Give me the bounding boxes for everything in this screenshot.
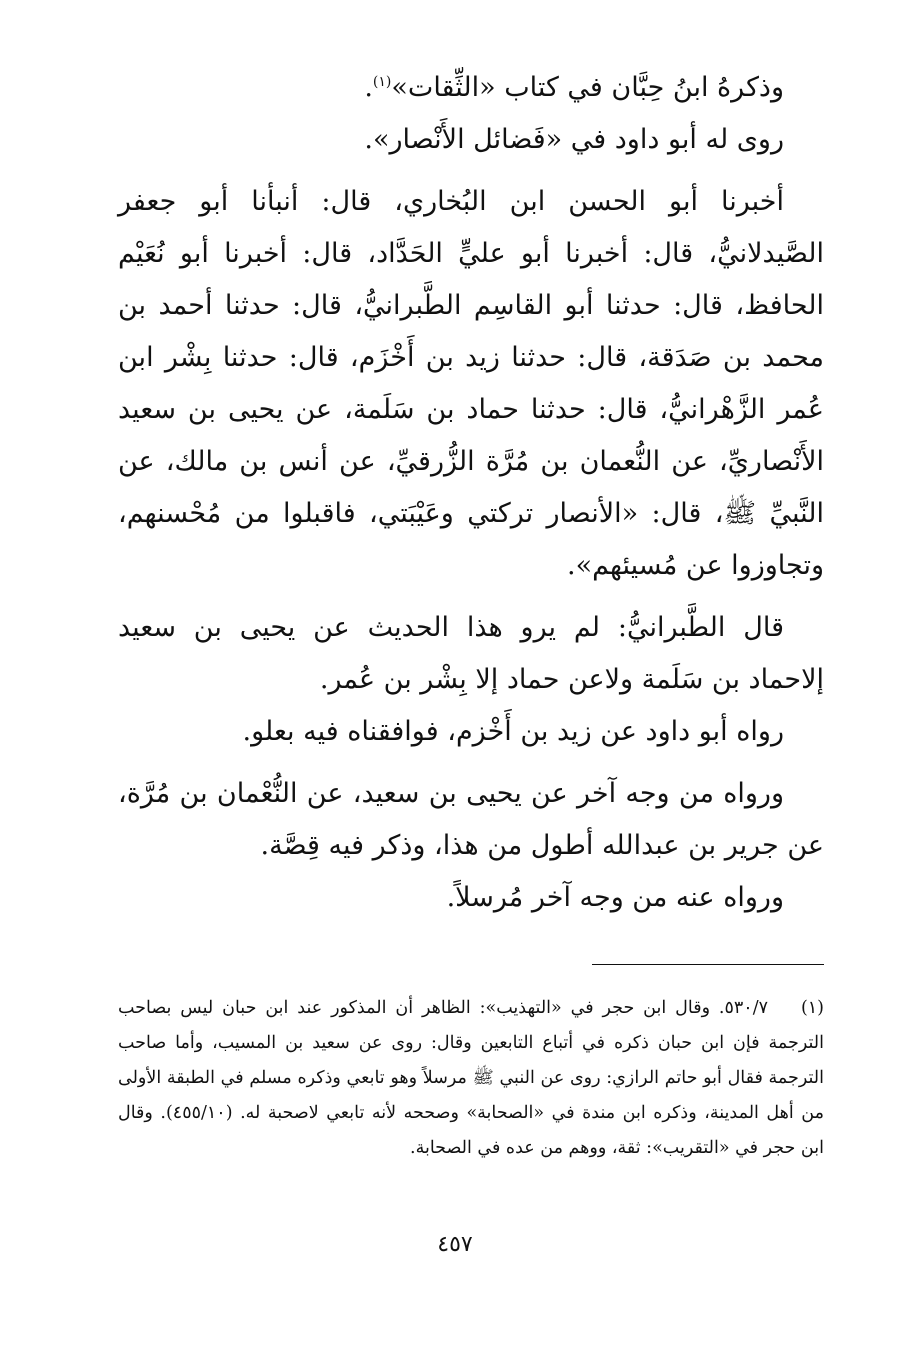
- paragraph-7: ورواه عنه من وجه آخر مُرسلاً.: [446, 882, 784, 913]
- paragraph-4: قال الطَّبرانيُّ: لم يرو هذا الحديث عن يحيى بن سعيد إلاحماد بن سَلَمة ولاعن حماد إلا بِشْر بن عُمر.: [118, 612, 824, 695]
- footnote-text: ٥٣٠/٧. وقال ابن حجر في «التهذيب»: الظاهر أن المذكور عند ابن حبان ليس بصاحب الترجمة فإن ابن حبان ذكره في أتباع التابعين وقال: روى عن سعيد بن المسيب، وأما صاحب الترجمة فقال أبو حاتم الرازي: روى عن النبي ﷺ مرسلاً وهو تابعي وذكره مسلم في الطبقة الأولى من أهل المدينة، وذكره ابن مندة في «الصحابة» وصححه لأنه تابعي لاصحبة له. (٤٥٥/١٠). وقال ابن حجر في «التقريب»: ثقة، ووهم من عده في الصحابة.: [118, 998, 824, 1158]
- paragraph-2: روى له أبو داود في «فَضائل الأَنْصار».: [364, 124, 784, 155]
- main-text: [118, 62, 824, 924]
- paragraph-3: أخبرنا أبو الحسن ابن البُخاري، قال: أنبأنا أبو جعفر الصَّيدلانيُّ، قال: أخبرنا أبو عليٍّ الحَدَّاد، قال: أخبرنا أبو نُعَيْم الحافظ، قال: حدثنا أبو القاسِم الطَّبرانيُّ، قال: حدثنا أحمد بن محمد بن صَدَقة، قال: حدثنا زيد بن أَخْزَم، قال: حدثنا بِشْر ابن عُمر الزَّهْرانيُّ، قال: حدثنا حماد بن سَلَمة، عن يحيى بن سعيد الأَنْصاريِّ، عن النُّعمان بن مُرَّة الزُّرقيِّ، عن أنس بن مالك، عن النَّبيِّ ﷺ، قال: «الأنصار تركتي وعَيْبَتي، فاقبلوا من مُحْسنهم، وتجاوزوا عن مُسيئهم».: [118, 186, 824, 581]
- footnote-1: [118, 991, 824, 1166]
- page-body: [118, 62, 824, 1166]
- footnote-number: (١): [800, 998, 824, 1018]
- paragraph-1-end: .: [364, 72, 373, 103]
- paragraph-5: رواه أبو داود عن زيد بن أَخْزم، فوافقناه فيه بعلو.: [242, 716, 784, 747]
- footnote-separator: [592, 964, 824, 965]
- paragraph-1: [118, 62, 824, 114]
- footnote-reference[interactable]: (١): [372, 74, 392, 90]
- paragraph-1-text: وذكرهُ ابنُ حِبَّان في كتاب «الثِّقات»: [391, 72, 784, 103]
- page-number: ٤٥٧: [437, 1232, 473, 1257]
- paragraph-6: ورواه من وجه آخر عن يحيى بن سعيد، عن النُّعْمان بن مُرَّة، عن جرير بن عبدالله أطول من هذا، وذكر فيه قِصَّة.: [118, 778, 824, 861]
